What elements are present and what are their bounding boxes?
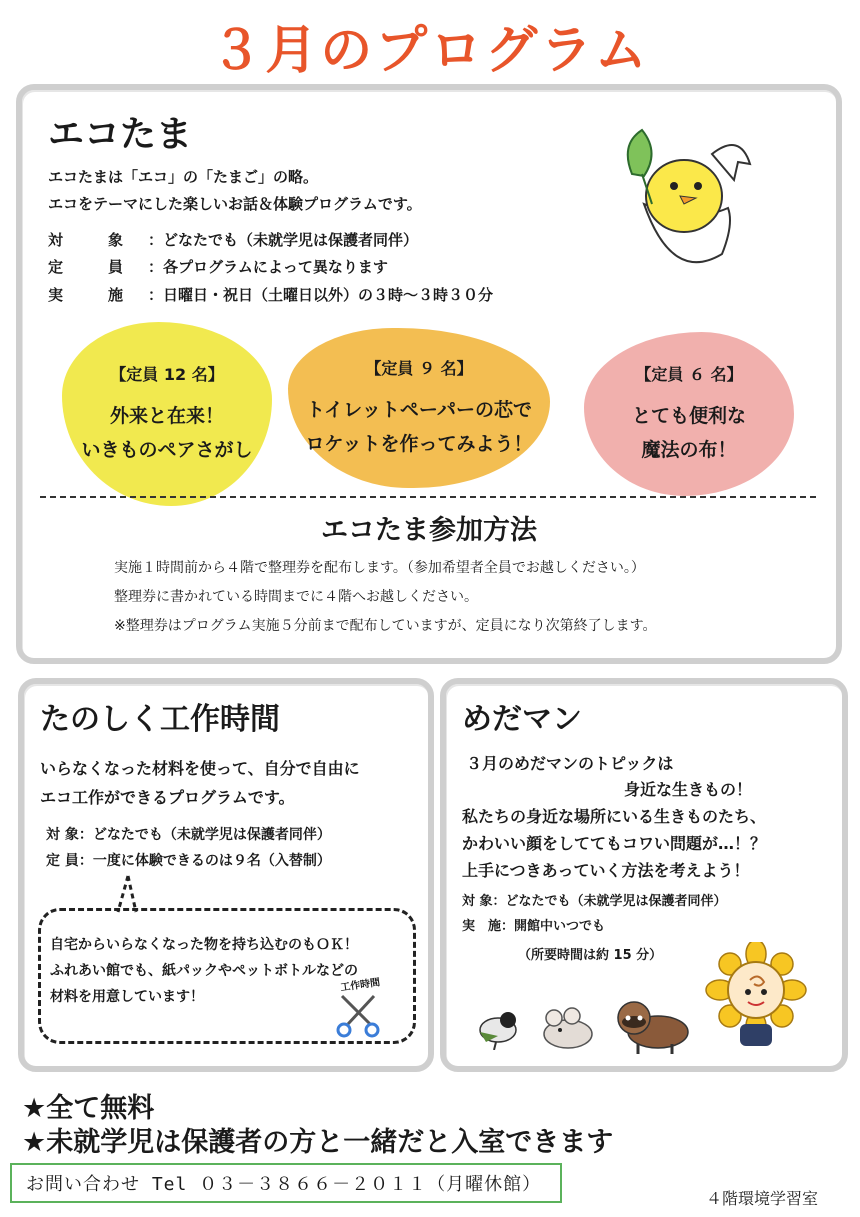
scissors-icon <box>326 988 396 1038</box>
ecotama-detail-target <box>48 227 418 254</box>
ecotama-detail-schedule <box>48 282 493 309</box>
bubble-line: ふれあい館でも、紙パックやペットボトルなどの <box>50 963 358 979</box>
medaman-topic-2: 身近な生きもの！ <box>624 780 753 799</box>
craft-detail-capacity: 定 員：一度に体験できるのは９名（入替制） <box>46 853 331 869</box>
medaman-title: めだマン <box>462 702 582 737</box>
program-capacity: 【定員 ６ 名】 <box>635 364 743 384</box>
contact-box <box>10 1163 562 1203</box>
medaman-desc-1: 私たちの身近な場所にいる生きものたち、 <box>462 807 767 826</box>
craft-intro-2: エコ工作ができるプログラムです。 <box>40 788 295 807</box>
detail-label: 定 員 <box>48 258 124 276</box>
join-method-list <box>114 554 656 641</box>
bubble-line: 自宅からいらなくなった物を持ち込むのもＯＫ！ <box>50 937 358 953</box>
location-label: ４階環境学習室 <box>706 1189 819 1208</box>
detail-value: ：各プログラムによって異なります <box>148 258 388 276</box>
craft-bubble-text <box>50 932 358 1010</box>
program-name-line-2: いきものペアさがし <box>81 438 253 461</box>
mouse-illustration <box>538 1004 600 1052</box>
raccoon-dog-illustration <box>612 994 692 1056</box>
program-name-line-1: 外来と在来！ <box>109 404 224 427</box>
medaman-desc-3: 上手につきあっていく方法を考えよう！ <box>462 861 750 880</box>
detail-value: ：どなたでも（未就学児は保護者同伴） <box>148 231 419 249</box>
join-line: 整理券に書かれている時間までに４階へお越しください。 <box>114 589 478 605</box>
contact-text: お問い合わせ Tel ０３－３８６６－２０１１（月曜休館） <box>26 1174 542 1195</box>
ecotama-intro-2: エコをテーマにした楽しいお話＆体験プログラムです。 <box>48 195 422 213</box>
program-capacity: 【定員 ９ 名】 <box>365 358 473 378</box>
free-notice: ★全て無料 <box>22 1093 155 1124</box>
dashed-divider <box>40 496 816 498</box>
detail-label: 対 象 <box>48 231 124 249</box>
medaman-detail-schedule: 実 施：開館中いつでも <box>462 919 606 934</box>
program-name-line-2: 魔法の布！ <box>641 438 737 461</box>
program-capacity: 【定員 12 名】 <box>110 364 224 384</box>
join-line: ※整理券はプログラム実施５分前まで配布していますが、定員になり次第終了します。 <box>114 618 657 634</box>
sunflower-mascot-illustration <box>702 942 810 1054</box>
medaman-detail-duration: （所要時間は約 15 分） <box>518 948 663 963</box>
ecotama-title: エコたま <box>48 114 193 155</box>
program-name-line-2: ロケットを作ってみよう！ <box>305 432 533 455</box>
bubble-line: 材料を用意しています！ <box>50 989 204 1005</box>
chick-egg-illustration <box>622 124 762 284</box>
scissors-illustration <box>326 976 396 1038</box>
join-method-title: エコたま参加方法 <box>321 515 537 546</box>
craft-title: たのしく工作時間 <box>40 702 280 737</box>
medaman-topic-1: ３月のめだマンのトピックは <box>466 754 674 773</box>
ecotama-intro-1: エコたまは「エコ」の「たまご」の略。 <box>48 168 319 186</box>
program-name-line-1: トイレットペーパーの芯で <box>306 398 532 421</box>
detail-label: 実 施 <box>48 286 124 304</box>
join-line: 実施１時間前から４階で整理券を配布します。（参加希望者全員でお越しください。） <box>114 560 645 576</box>
children-notice: ★未就学児は保護者の方と一緒だと入室できます <box>22 1127 614 1158</box>
craft-detail-target: 対 象：どなたでも（未就学児は保護者同伴） <box>46 827 331 843</box>
medaman-detail-target: 対 象：どなたでも（未就学児は保護者同伴） <box>462 894 727 909</box>
program-name-line-1: とても便利な <box>631 404 746 427</box>
page-title: ３月のプログラム <box>210 21 650 81</box>
detail-value: ：日曜日・祝日（土曜日以外）の３時～３時３０分 <box>148 286 494 304</box>
scissors-label: 工作時間 <box>339 977 381 994</box>
craft-intro-1: いらなくなった材料を使って、自分で自由に <box>40 759 360 778</box>
medaman-desc-2: かわいい顔をしててもコワい問題が…！？ <box>462 834 767 853</box>
ecotama-detail-capacity <box>48 254 388 281</box>
bird-illustration <box>472 1006 524 1050</box>
program-card-3 <box>584 332 794 496</box>
